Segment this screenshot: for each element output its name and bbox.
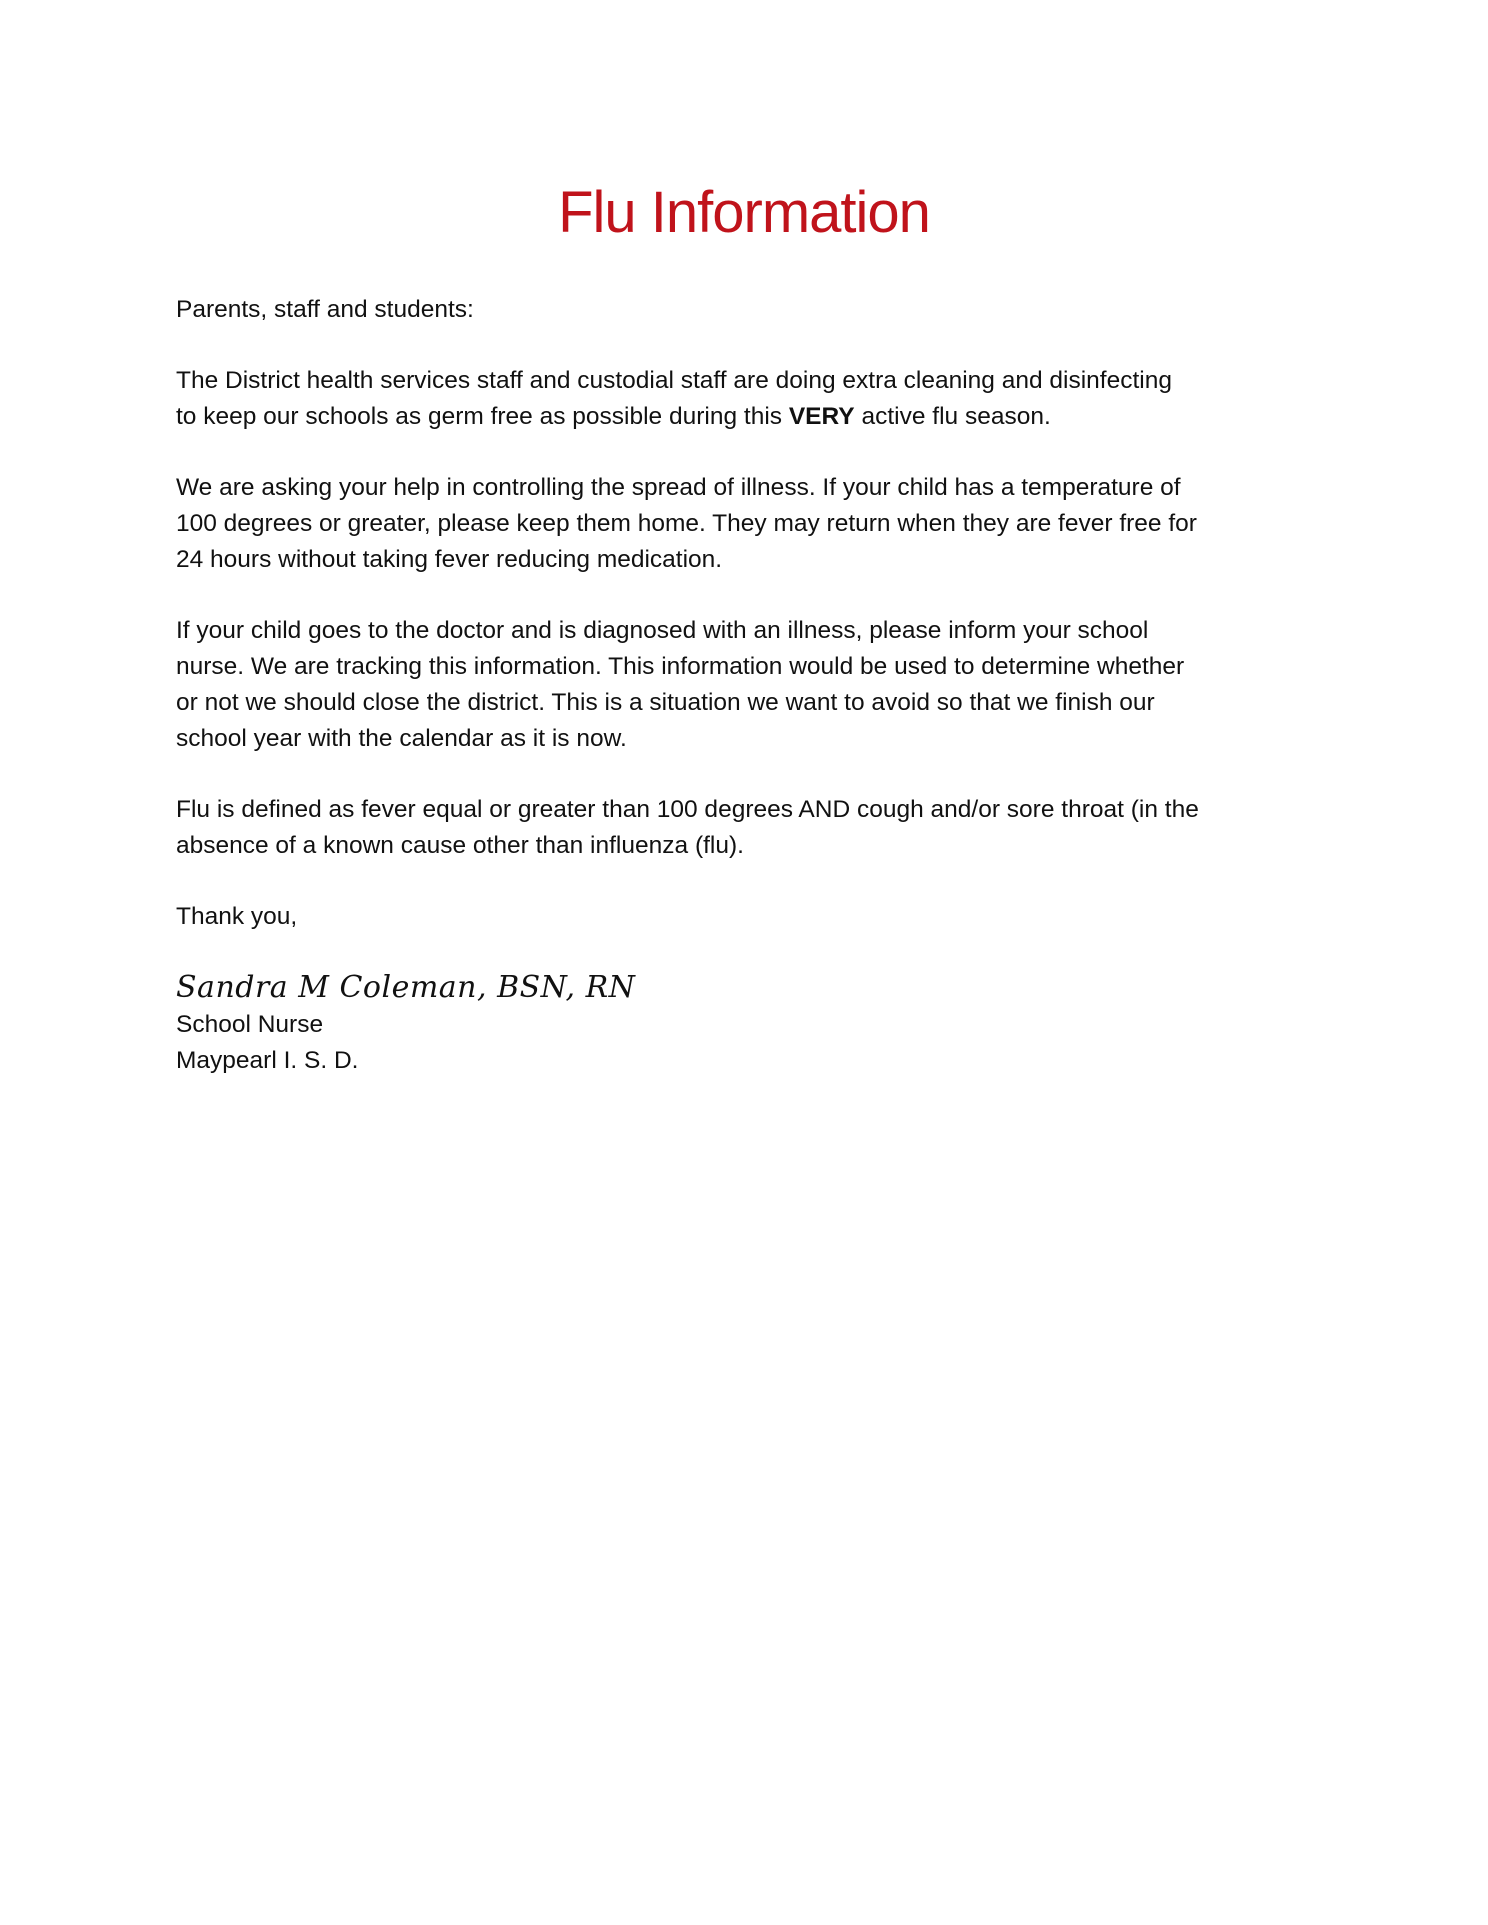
- paragraph-line: If your child goes to the doctor and is diagnosed with an illness, please inform your school: [176, 617, 1149, 644]
- paragraph-flu-definition: [176, 792, 1326, 864]
- signer-role: School Nurse: [176, 1011, 324, 1038]
- closing: Thank you,: [176, 903, 298, 930]
- text-run: to keep our schools as germ free as possible during this: [176, 403, 789, 430]
- letter-body: [176, 292, 1326, 1079]
- emphasis-text: VERY: [788, 403, 855, 430]
- paragraph-line: Flu is defined as fever equal or greater than 100 degrees AND cough and/or sore throat (in the: [176, 796, 1199, 823]
- paragraph-cleaning: [176, 363, 1326, 435]
- paragraph-line: [176, 399, 1326, 435]
- greeting-text: Parents, staff and students:: [176, 296, 474, 323]
- paragraph-diagnosis: [176, 613, 1326, 757]
- paragraph-line: We are asking your help in controlling the spread of illness. If your child has a temperature of: [176, 474, 1181, 501]
- paragraph-line: nurse. We are tracking this information. This information would be used to determine whether: [176, 653, 1185, 680]
- greeting: [176, 292, 1326, 328]
- paragraph-line: 24 hours without taking fever reducing medication.: [176, 546, 723, 573]
- paragraph-line: absence of a known cause other than influenza (flu).: [176, 832, 744, 859]
- signer-organization: Maypearl I. S. D.: [176, 1047, 359, 1074]
- paragraph-fever-policy: [176, 470, 1326, 578]
- paragraph-line: school year with the calendar as it is now.: [176, 725, 627, 752]
- paragraph-line: 100 degrees or greater, please keep them home. They may return when they are fever free for: [176, 510, 1197, 537]
- document-title: Flu Information: [558, 180, 930, 245]
- paragraph-line: or not we should close the district. This is a situation we want to avoid so that we finish our: [176, 689, 1155, 716]
- signature: Sandra M Coleman, BSN, RN: [176, 970, 636, 1005]
- text-run: active flu season.: [854, 403, 1051, 430]
- paragraph-line: The District health services staff and custodial staff are doing extra cleaning and disinfecting: [176, 367, 1172, 394]
